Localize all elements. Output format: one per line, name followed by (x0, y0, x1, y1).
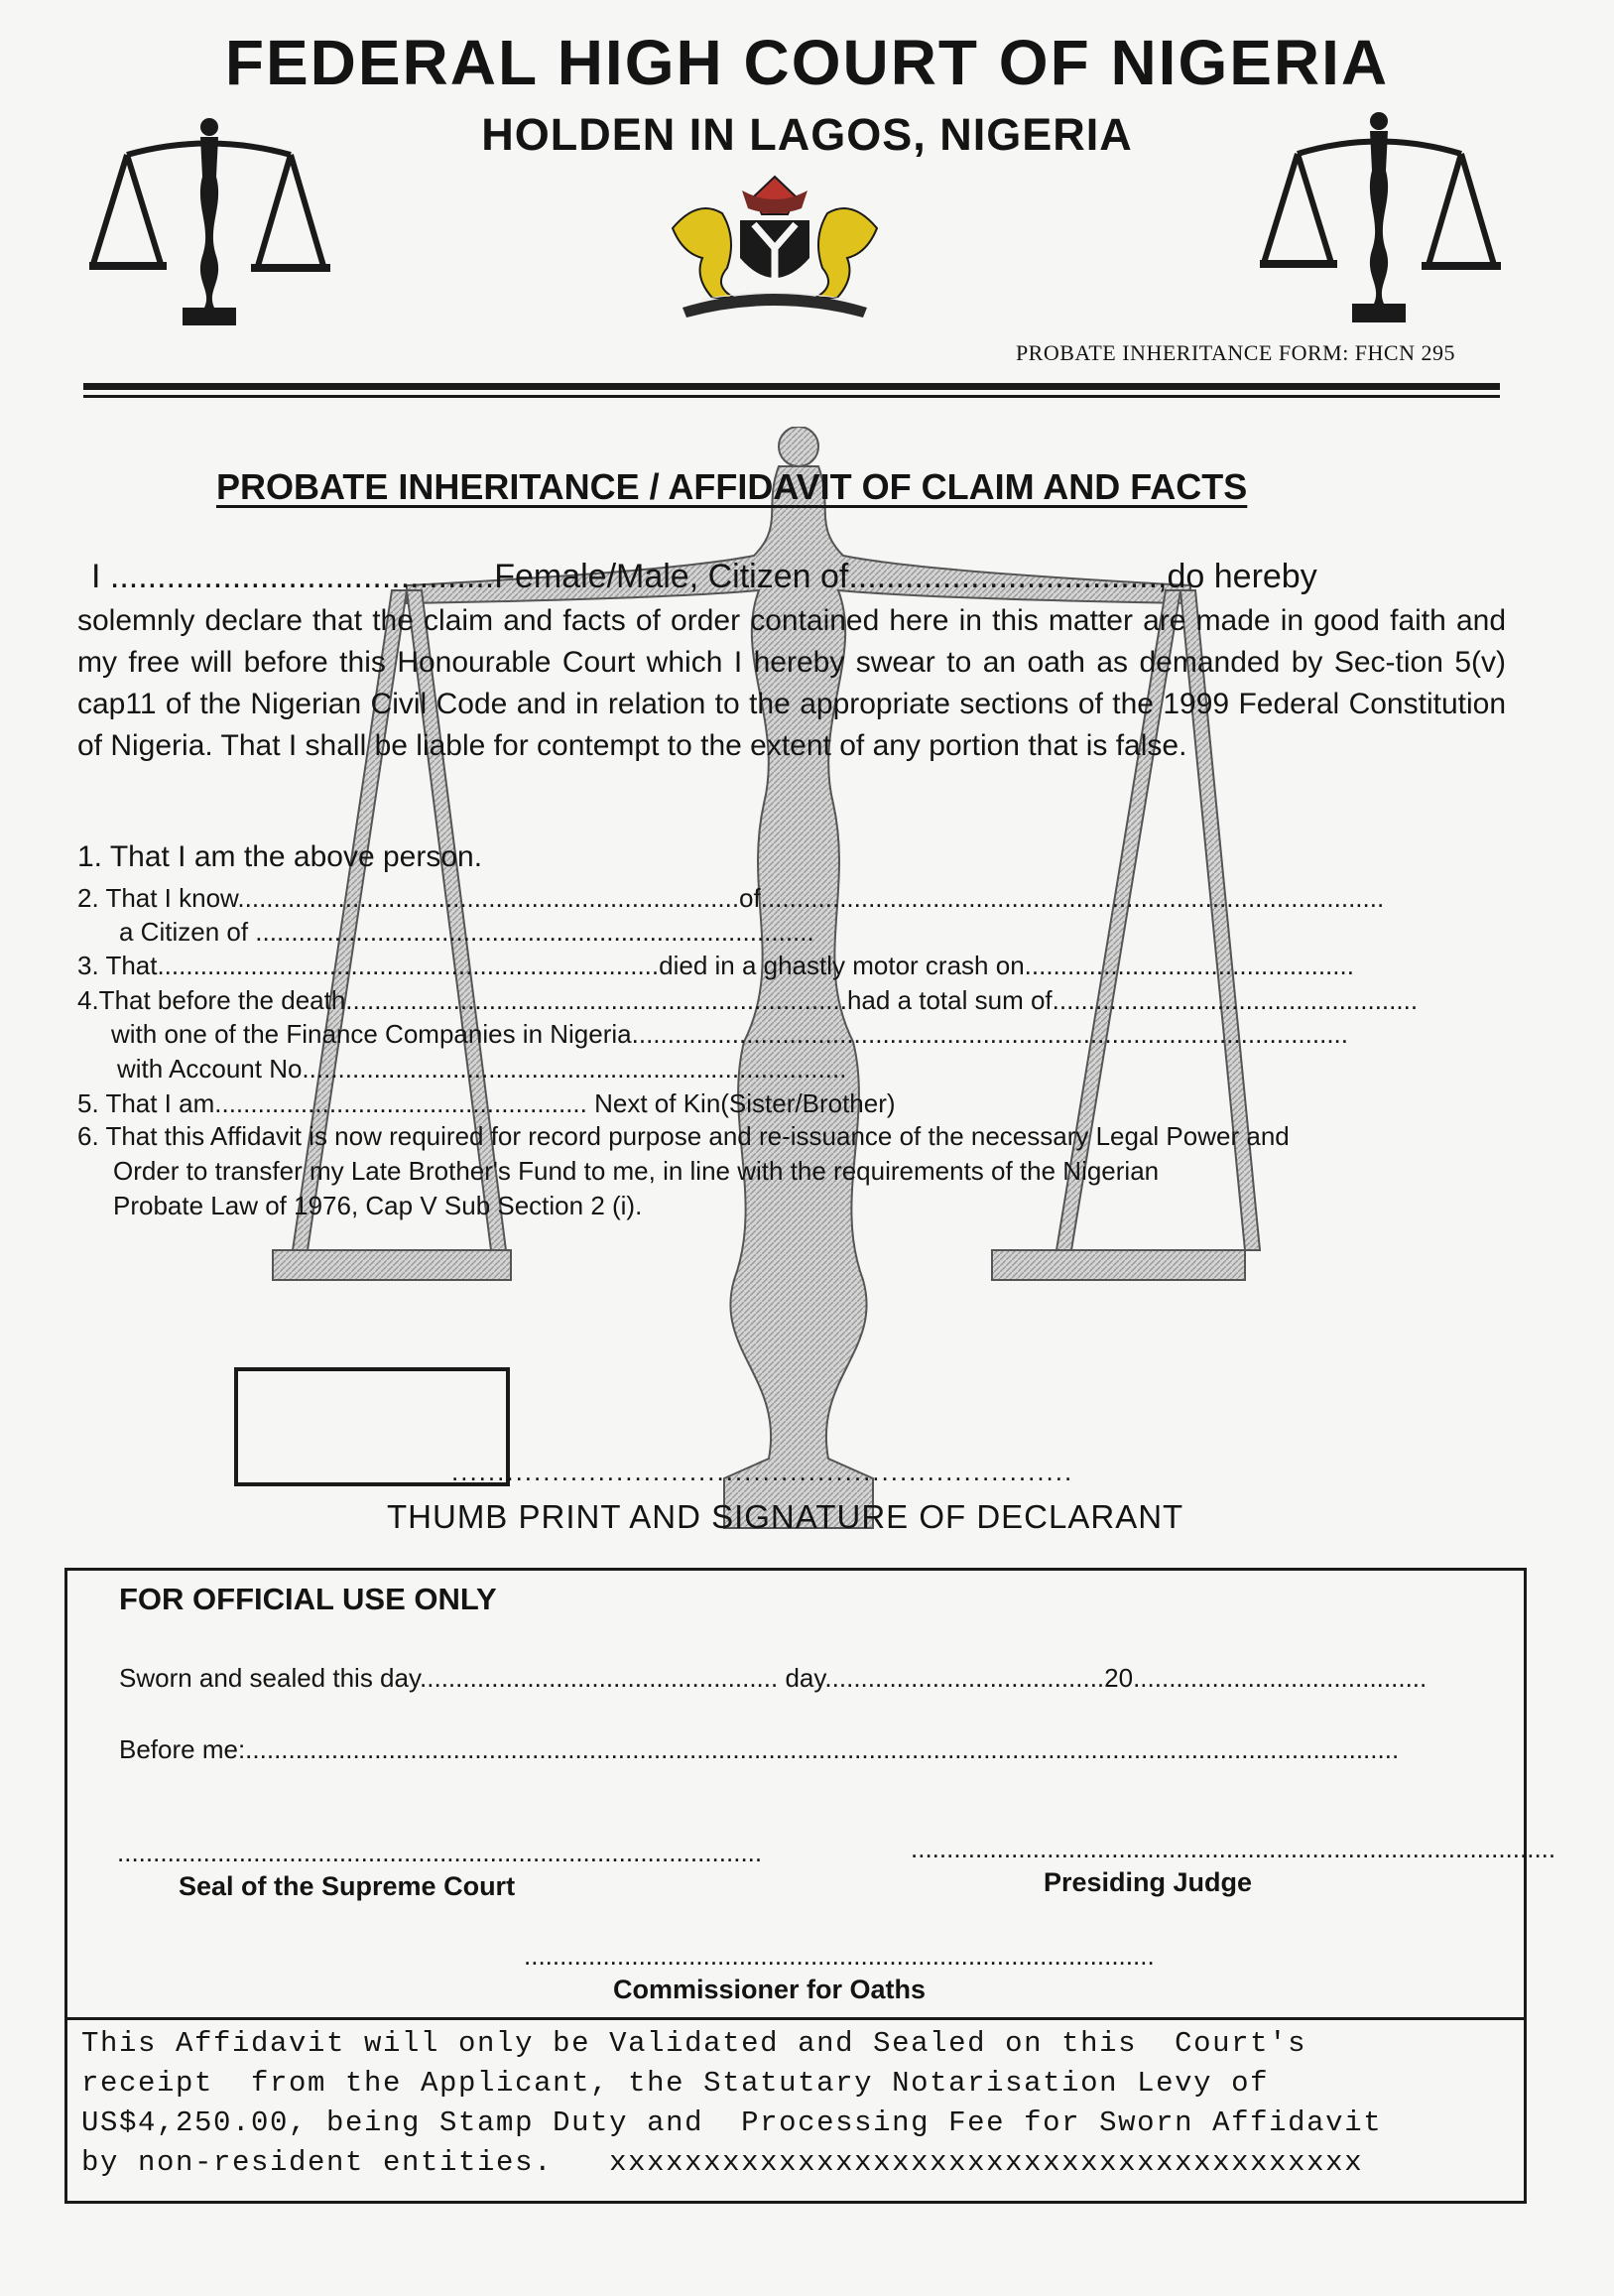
item-2: 2. That I know......................................................................of....................................................................................... (77, 883, 1385, 913)
header-rule (83, 383, 1500, 390)
court-location: HOLDEN IN LAGOS, NIGERIA (481, 109, 1133, 160)
seal-label: Seal of the Supreme Court (179, 1871, 516, 1901)
item-4-company: with one of the Finance Companies in Nigeria.................................................................................................... (111, 1019, 1348, 1049)
signature-label: THUMB PRINT AND SIGNATURE OF DECLARANT (387, 1498, 1184, 1535)
declaration-body: solemnly declare that the claim and facts of order contained here in this matter are made in good faith and my free will before this Honourable Court which I hereby swear to an oath as demanded by Sec-tion 5(v) cap11 of the Nigerian Civil Code and in relation to the appropriate sections of the 1999 Federal Constitution of Nigeria. That I shall be liable for contempt to the extent of any portion that is false. (77, 604, 1506, 762)
item-5: 5. That I am.................................................... Next of Kin(Sister/Brother) (77, 1088, 896, 1118)
form-reference: PROBATE INHERITANCE FORM: FHCN 295 (1015, 340, 1455, 365)
commissioner-signature-line: ........................................................................................ (524, 1941, 1155, 1971)
commissioner-label: Commissioner for Oaths (613, 1975, 927, 2004)
form-heading: PROBATE INHERITANCE / AFFIDAVIT OF CLAIM AND FACTS (216, 466, 1248, 507)
item-6: 6. That this Affidavit is now required for record purpose and re-issuance of the necessary Legal Power and (77, 1121, 1290, 1151)
signature-line: .................................................................... (451, 1457, 1074, 1486)
notice-line: US$4,250.00, being Stamp Duty and Processing Fee for Sworn Affidavit (81, 2106, 1383, 2139)
judge-signature-line: .......................................................................................... (911, 1834, 1556, 1863)
item-6-line3: Probate Law of 1976, Cap V Sub Section 2 (i). (113, 1191, 643, 1220)
notice-line: receipt from the Applicant, the Statutary Notarisation Levy of (81, 2067, 1270, 2100)
declaration-first-line: I .........................................Female/Male, Citizen of.................................,do hereby (91, 558, 1317, 595)
item-4: 4.That before the death......................................................................had a total sum of................................................... (77, 985, 1419, 1015)
official-use-heading: FOR OFFICIAL USE ONLY (119, 1582, 497, 1616)
item-2-citizen: a Citizen of .............................................................................. (119, 917, 814, 947)
before-me-line: Before me:................................................................................................................................................................. (119, 1734, 1400, 1764)
notice-line: by non-resident entities. xxxxxxxxxxxxxxxxxxxxxxxxxxxxxxxxxxxxxxxx (81, 2146, 1364, 2179)
notice-line: This Affidavit will only be Validated and Sealed on this Court's (81, 2027, 1307, 2060)
item-6-line2: Order to transfer my Late Brother's Fund to me, in line with the requirements of the Nigerian (113, 1156, 1160, 1186)
item-4-account: with Account No............................................................................ (117, 1054, 847, 1084)
seal-signature-line: .......................................................................................... (117, 1838, 763, 1867)
sworn-line: Sworn and sealed this day.................................................. day.......................................20......................................... (119, 1663, 1428, 1693)
item-3: 3. That......................................................................died in a ghastly motor crash on.............................................. (77, 951, 1354, 980)
header-rule-thin (83, 395, 1500, 398)
item-1: 1. That I am the above person. (77, 840, 483, 873)
judge-label: Presiding Judge (1044, 1867, 1253, 1897)
court-title: FEDERAL HIGH COURT OF NIGERIA (224, 27, 1390, 98)
coat-of-arms-icon (643, 169, 907, 327)
